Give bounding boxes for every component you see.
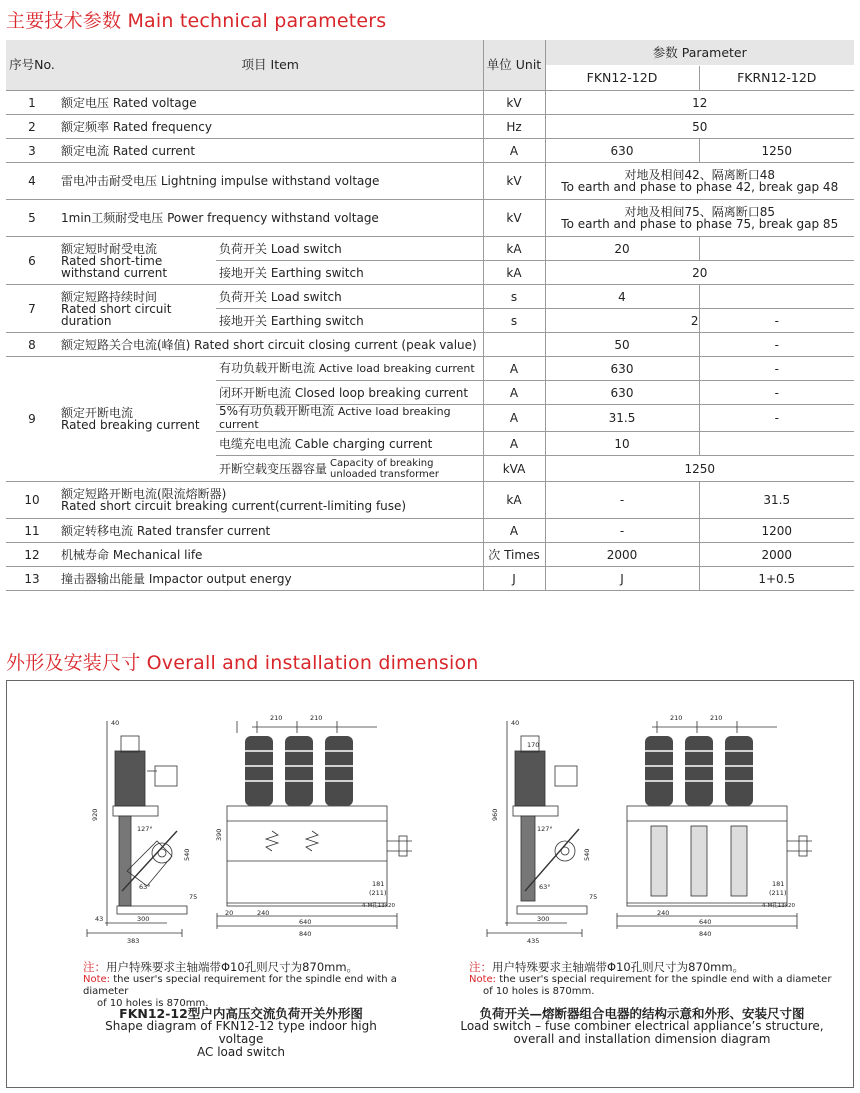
row-item: 额定电压 Rated voltage — [58, 91, 483, 115]
caption-cn: 负荷开关—熔断器组合电器的结构示意和外形、安装尺寸图 — [479, 1006, 805, 1021]
header-model2: FKRN12-12D — [699, 66, 854, 91]
dim-label: 127° — [137, 825, 153, 833]
row-value-model1: 630 — [545, 357, 699, 381]
dim-label: 75 — [189, 893, 198, 901]
row-value-model1: 20 — [545, 237, 699, 261]
row-no: 8 — [6, 333, 58, 357]
sub-item-cn: 开断空载变压器容量 — [219, 461, 328, 476]
row-item: 额定电流 Rated current — [58, 139, 483, 163]
dim-label: 20 — [225, 909, 234, 917]
row-value-model1: 2000 — [545, 543, 699, 567]
note-cn: 用户特殊要求主轴端带Φ10孔则尺寸为870mm。 — [492, 960, 745, 974]
row-item: 1min工频耐受电压 Power frequency withstand voltage — [58, 200, 483, 237]
header-unit: 单位 Unit — [483, 40, 545, 91]
caption-left — [81, 1007, 401, 1059]
row-unit: kA — [483, 237, 545, 261]
dim-label: 210 — [310, 714, 323, 722]
row-unit: A — [483, 139, 545, 163]
dim-label: 127° — [537, 825, 553, 833]
dim-label: 840 — [699, 930, 712, 938]
note-label: 注： — [83, 960, 106, 974]
row-no: 1 — [6, 91, 58, 115]
sub-item — [216, 405, 483, 432]
table-row — [6, 519, 854, 543]
note-en-2: of 10 holes is 870mm. — [483, 986, 595, 997]
row-value-model2: - — [699, 309, 854, 333]
item-en: Rated short circuit breaking current(current-limiting fuse) — [61, 499, 407, 513]
row-value-model2: 1250 — [699, 139, 854, 163]
row-value-model1: 4 — [545, 285, 699, 309]
sub-item: 接地开关 Earthing switch — [216, 309, 483, 333]
row-value-model2 — [699, 432, 854, 456]
note-label: 注： — [469, 960, 492, 974]
row-value-model2 — [699, 285, 854, 309]
item-en: Rated short-time — [61, 253, 163, 268]
dim-label: 170 — [527, 741, 540, 749]
row-item — [58, 285, 216, 333]
caption-cn: FKN12-12型户内高压交流负荷开关外形图 — [119, 1006, 363, 1021]
caption-en: AC load switch — [197, 1045, 285, 1059]
table-row — [6, 333, 854, 357]
dim-label: (211) — [369, 889, 387, 897]
dim-label: 181 — [772, 880, 785, 888]
row-unit: kVA — [483, 456, 545, 482]
dim-label: 40 — [111, 719, 120, 727]
row-unit: J — [483, 567, 545, 591]
dim-label: 210 — [670, 714, 683, 722]
sub-item-cn: 有功负载开断电流 — [219, 361, 316, 375]
header-no: 序号No. — [6, 40, 58, 91]
table-row — [6, 200, 854, 237]
table-row — [6, 237, 854, 261]
caption-en: overall and installation dimension diagram — [513, 1032, 771, 1046]
row-value-model2: 1+0.5 — [699, 567, 854, 591]
dim-label: 63° — [139, 883, 151, 891]
note-en-label: Note: — [469, 974, 497, 985]
dim-label: 840 — [299, 930, 312, 938]
dimension-frame — [6, 680, 854, 1088]
row-unit: kV — [483, 200, 545, 237]
item-cn: 额定短路开断电流(限流熔断器) — [61, 487, 227, 501]
sub-item-en: Cable charging current — [294, 436, 433, 451]
row-unit: A — [483, 405, 545, 432]
row-item: 额定转移电流 Rated transfer current — [58, 519, 483, 543]
table-row — [6, 482, 854, 519]
dim-label: 390 — [215, 828, 223, 841]
sub-item: 负荷开关 Load switch — [216, 237, 483, 261]
dim-label: 435 — [527, 937, 540, 945]
dim-label: 4-M孔13x20 — [362, 903, 395, 909]
dim-label: 540 — [183, 848, 191, 861]
item-cn: 额定短时耐受电流 — [61, 241, 158, 256]
sub-item-en: Active load breaking current — [318, 362, 475, 375]
section-title-parameters: 主要技术参数 Main technical parameters — [6, 10, 387, 32]
row-no: 12 — [6, 543, 58, 567]
row-value-model1: 630 — [545, 139, 699, 163]
row-value-model2 — [699, 237, 854, 261]
sub-item-cn: 5%有功负载开断电流 — [219, 404, 335, 418]
note-en-2: of 10 holes is 870mm. — [97, 998, 209, 1009]
row-value: 12 — [545, 91, 854, 115]
row-unit: kA — [483, 261, 545, 285]
value-line-en: To earth and phase to phase 42, break gap 48 — [561, 180, 839, 194]
table-row — [6, 115, 854, 139]
dim-label: 640 — [299, 918, 312, 926]
dim-label: 540 — [583, 848, 591, 861]
row-unit: kV — [483, 91, 545, 115]
table-row — [6, 543, 854, 567]
row-item: 额定频率 Rated frequency — [58, 115, 483, 139]
table-row — [6, 91, 854, 115]
sub-item-en-line: unloaded transformer — [330, 468, 440, 480]
row-value — [545, 163, 854, 200]
dim-label: 43 — [95, 915, 104, 923]
dim-label: 210 — [710, 714, 723, 722]
row-value: 50 — [545, 115, 854, 139]
row-unit: A — [483, 432, 545, 456]
dim-label: 63° — [539, 883, 551, 891]
row-item: 撞击器输出能量 Impactor output energy — [58, 567, 483, 591]
sub-item — [216, 456, 483, 482]
item-en: withstand current — [61, 265, 168, 280]
row-no: 13 — [6, 567, 58, 591]
sub-item-en — [327, 458, 439, 480]
header-item: 项目 Item — [58, 40, 483, 91]
row-value — [545, 200, 854, 237]
row-value-model2: - — [699, 381, 854, 405]
note-right — [469, 961, 839, 998]
row-item — [58, 357, 216, 482]
value-line-cn: 对地及相间75、隔离断口85 — [624, 205, 776, 219]
header-parameter: 参数 Parameter — [545, 40, 854, 66]
section-title-dimension: 外形及安装尺寸 Overall and installation dimension — [6, 652, 479, 674]
dim-label: 640 — [699, 918, 712, 926]
dim-label: 210 — [270, 714, 283, 722]
caption-en: Load switch – fuse combiner electrical appliance’s structure, — [460, 1019, 824, 1033]
row-no: 5 — [6, 200, 58, 237]
row-value-model2: 31.5 — [699, 482, 854, 519]
note-en-label: Note: — [83, 974, 111, 985]
row-item — [58, 237, 216, 285]
row-unit: 次 Times — [483, 543, 545, 567]
row-value-model1: - — [545, 482, 699, 519]
header-model1: FKN12-12D — [545, 66, 699, 91]
dim-label: 40 — [511, 719, 520, 727]
dim-label: 4-M孔13x20 — [762, 903, 795, 909]
note-cn: 用户特殊要求主轴端带Φ10孔则尺寸为870mm。 — [106, 960, 359, 974]
row-unit: kV — [483, 163, 545, 200]
row-unit: s — [483, 309, 545, 333]
row-value-model1: 50 — [545, 333, 699, 357]
row-value: 20 — [545, 261, 854, 285]
sub-item — [216, 381, 483, 405]
sub-item-en: Closed loop breaking current — [294, 385, 469, 400]
row-value-model2: - — [699, 357, 854, 381]
fuse-combiner-drawing — [477, 711, 817, 963]
table-row — [6, 357, 854, 381]
dim-label: 240 — [257, 909, 270, 917]
dim-label: 383 — [127, 937, 140, 945]
row-value-model1: 10 — [545, 432, 699, 456]
load-switch-drawing — [77, 711, 417, 963]
row-no: 3 — [6, 139, 58, 163]
row-value-model1: 31.5 — [545, 405, 699, 432]
item-en: Rated breaking current — [61, 418, 200, 432]
note-en: the user's special requirement for the spindle end with a diameter — [83, 974, 397, 997]
row-item — [58, 482, 483, 519]
dim-label: (211) — [769, 889, 787, 897]
dim-label: 960 — [491, 808, 499, 821]
sub-item-en-line: Capacity of breaking — [330, 457, 434, 469]
row-value-model1: 2 — [545, 309, 699, 333]
value-line-en: To earth and phase to phase 75, break gap 85 — [561, 217, 839, 231]
row-value-model2: 1200 — [699, 519, 854, 543]
row-value-model2: 2000 — [699, 543, 854, 567]
sub-item-en: Active load breaking current — [219, 405, 451, 431]
item-cn: 额定短路持续时间 — [61, 289, 158, 304]
row-unit: Hz — [483, 115, 545, 139]
sub-item — [216, 432, 483, 456]
row-unit: A — [483, 357, 545, 381]
dim-label: 240 — [657, 909, 670, 917]
dim-label: 181 — [372, 880, 385, 888]
row-no: 6 — [6, 237, 58, 285]
row-value-model2: - — [699, 405, 854, 432]
row-no: 9 — [6, 357, 58, 482]
table-row — [6, 285, 854, 309]
dim-label: 300 — [137, 915, 150, 923]
row-item: 机械寿命 Mechanical life — [58, 543, 483, 567]
row-no: 7 — [6, 285, 58, 333]
row-unit: s — [483, 285, 545, 309]
dim-label: 300 — [537, 915, 550, 923]
note-en: the user's special requirement for the spindle end with a diameter — [499, 974, 832, 985]
sub-item-cn: 电缆充电电流 — [219, 436, 292, 451]
row-unit: kA — [483, 482, 545, 519]
row-no: 4 — [6, 163, 58, 200]
row-value-model2: - — [699, 333, 854, 357]
row-no: 10 — [6, 482, 58, 519]
dim-label: 920 — [91, 808, 99, 821]
note-left — [83, 961, 443, 1010]
sub-item: 接地开关 Earthing switch — [216, 261, 483, 285]
table-row — [6, 163, 854, 200]
sub-item: 负荷开关 Load switch — [216, 285, 483, 309]
row-value-model1: 630 — [545, 381, 699, 405]
row-unit: A — [483, 381, 545, 405]
value-line-cn: 对地及相间42、隔离断口48 — [624, 168, 776, 182]
parameters-table — [6, 40, 854, 591]
caption-en: Shape diagram of FKN12-12 type indoor high voltage — [105, 1019, 377, 1046]
table-row — [6, 139, 854, 163]
sub-item — [216, 357, 483, 381]
row-unit: A — [483, 519, 545, 543]
row-no: 11 — [6, 519, 58, 543]
caption-right — [447, 1007, 837, 1046]
row-value-model1: J — [545, 567, 699, 591]
row-value: 1250 — [545, 456, 854, 482]
row-no: 2 — [6, 115, 58, 139]
table-row — [6, 567, 854, 591]
row-value-model1: - — [545, 519, 699, 543]
sub-item-cn: 闭环开断电流 — [219, 385, 292, 400]
item-en: Rated short circuit duration — [61, 301, 172, 328]
dim-label: 75 — [589, 893, 598, 901]
item-cn: 额定开断电流 — [61, 406, 134, 420]
row-item: 雷电冲击耐受电压 Lightning impulse withstand voltage — [58, 163, 483, 200]
row-unit — [483, 333, 545, 357]
row-item: 额定短路关合电流(峰值) Rated short circuit closing current (peak value) — [58, 333, 483, 357]
